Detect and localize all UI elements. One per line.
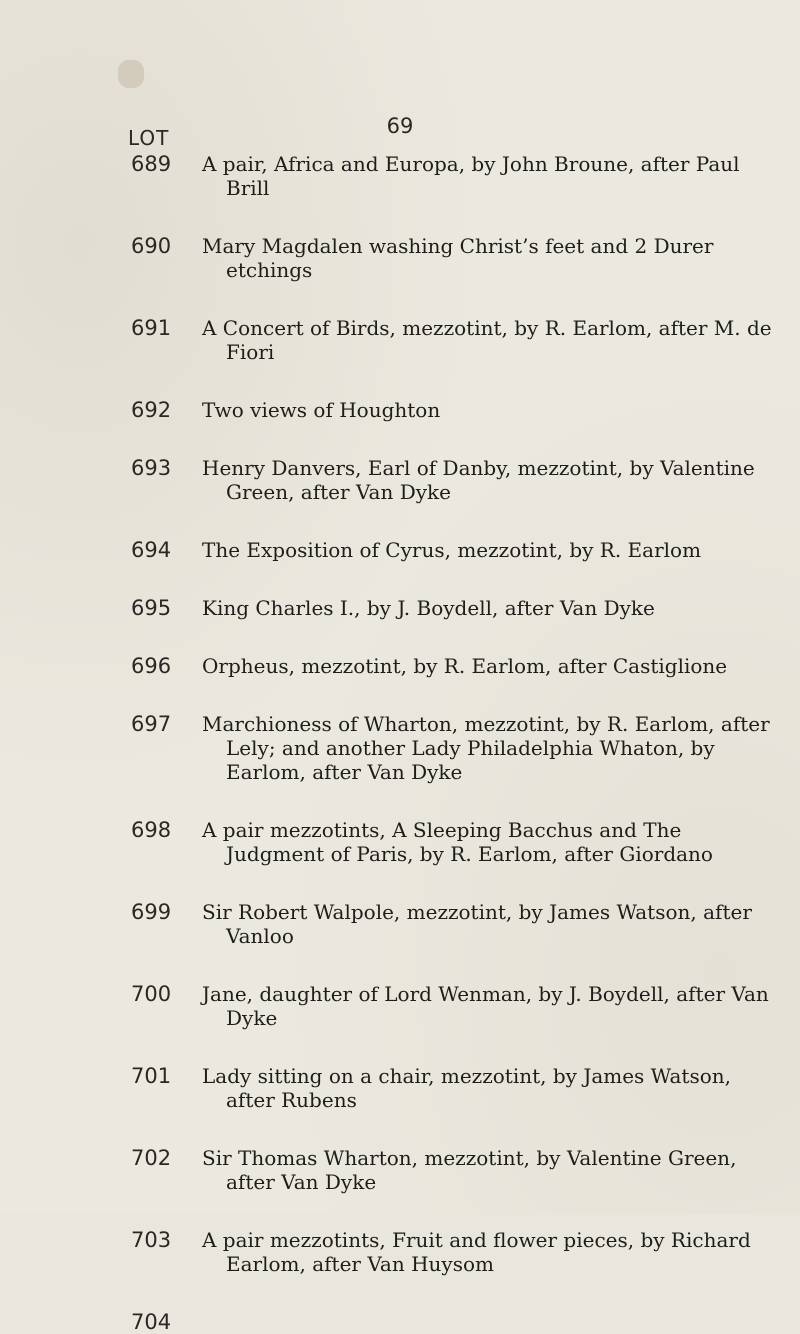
- paper-stain: [118, 60, 144, 88]
- lot-description: King Charles I., by J. Boydell, after Van Dyke: [202, 596, 655, 620]
- lot-number: 694: [131, 538, 172, 562]
- lot-description: Orpheus, mezzotint, by R. Earlom, after Castiglione: [202, 654, 728, 678]
- lot-number: 700: [131, 982, 172, 1006]
- lot-description: Henry Danvers, Earl of Danby, mezzotint, by Valentine Green, after Van Dyke: [202, 456, 755, 504]
- lot-description: Jane, daughter of Lord Wenman, by J. Boydell, after Van Dyke: [202, 982, 769, 1030]
- lot-number: 691: [131, 316, 172, 340]
- lot-number: 703: [131, 1228, 172, 1252]
- lot-column-header: LOT: [128, 126, 170, 150]
- lot-description: A pair mezzotints, Fruit and flower pieces, by Richard Earlom, after Van Huysom: [202, 1228, 751, 1276]
- lot-number: 695: [131, 596, 172, 620]
- lot-description: A pair mezzotints, A Sleeping Bacchus and The Judgment of Paris, by R. Earlom, after Giordano: [202, 818, 713, 866]
- lot-description: Two views of Houghton: [202, 398, 441, 422]
- lot-number: 689: [131, 152, 172, 176]
- lot-description: Lady sitting on a chair, mezzotint, by James Watson, after Rubens: [202, 1064, 732, 1112]
- lot-number: 698: [131, 818, 172, 842]
- lot-number: 701: [131, 1064, 172, 1088]
- lot-number: 699: [131, 900, 172, 924]
- lot-description: Sir Thomas Wharton, mezzotint, by Valentine Green, after Van Dyke: [202, 1146, 737, 1194]
- lot-number: 704: [131, 1310, 172, 1334]
- lot-number: 697: [131, 712, 172, 736]
- lot-number: 702: [131, 1146, 172, 1170]
- lot-number: 690: [131, 234, 172, 258]
- lot-description: A Concert of Birds, mezzotint, by R. Earlom, after M. de Fiori: [202, 316, 772, 364]
- lot-description: Marchioness of Wharton, mezzotint, by R. Earlom, after Lely; and another Lady Philadelphia Whaton, by Earlom, after Van Dyke: [202, 712, 770, 784]
- lot-description: Mary Magdalen washing Christ’s feet and 2 Durer etchings: [202, 234, 714, 282]
- lot-number: 693: [131, 456, 172, 480]
- lot-description: Sir Robert Walpole, mezzotint, by James Watson, after Vanloo: [202, 900, 752, 948]
- lot-description: The Exposition of Cyrus, mezzotint, by R. Earlom: [202, 538, 702, 562]
- lot-number: 696: [131, 654, 172, 678]
- page-number: 69: [386, 114, 414, 138]
- lot-description: A pair, Africa and Europa, by John Broune, after Paul Brill: [202, 152, 740, 200]
- lot-number: 692: [131, 398, 172, 422]
